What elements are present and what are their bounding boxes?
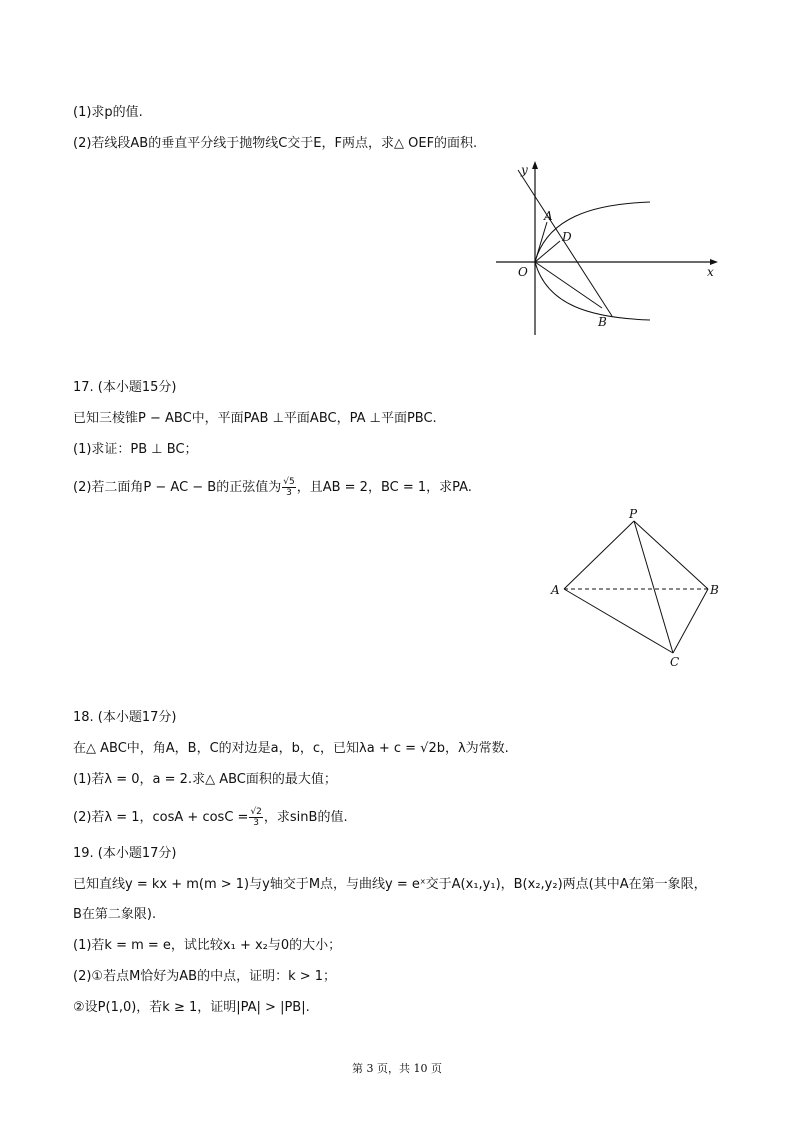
- q19-header: 19. (本小题17分): [73, 846, 177, 861]
- fig17-label-c: C: [670, 655, 680, 669]
- q18-part2-pre: (2)若λ = 1，cosA + cosC =: [73, 810, 249, 825]
- fig16-label-x: x: [707, 265, 714, 279]
- q18-part1: (1)若λ = 0，a = 2.求△ ABC面积的最大值；: [73, 772, 337, 787]
- q18-header: 18. (本小题17分): [73, 710, 177, 725]
- q19-stem-line1: 已知直线y = kx + m(m > 1)与y轴交于M点，与曲线y = eˣ交于A(x₁,y₁)，B(x₂,y₂)两点(其中A在第一象限，: [73, 877, 707, 892]
- q18-frac-num: √2: [250, 807, 262, 817]
- q17-frac-num: √5: [283, 477, 295, 487]
- q19-part2a: (2)①若点M恰好为AB的中点，证明：k > 1；: [73, 969, 337, 984]
- q16-part1: (1)求p的值.: [73, 105, 143, 120]
- fig16-label-y: y: [521, 163, 528, 177]
- q17-fraction: [282, 477, 295, 498]
- fig16-label-d: D: [562, 230, 572, 244]
- q19-part2b: ②设P(1,0)，若k ≥ 1，证明|PA| > |PB|.: [73, 1000, 310, 1015]
- q18-part2: [73, 807, 348, 828]
- fig17-label-b: B: [710, 583, 719, 597]
- fig17-label-p: P: [629, 507, 638, 521]
- page-footer: 第 3 页，共 10 页: [352, 1062, 442, 1075]
- q19-stem-line2: B在第二象限).: [73, 907, 157, 922]
- q18-stem: 在△ ABC中，角A，B，C的对边是a，b，c，已知λa + c = √2b，λ为常数.: [73, 741, 509, 756]
- q18-fraction: [249, 807, 262, 828]
- q16-part2: (2)若线段AB的垂直平分线于抛物线C交于E，F两点，求△ OEF的面积.: [73, 136, 478, 151]
- tetrahedron-figure: [548, 505, 728, 675]
- q19-part1: (1)若k = m = e，试比较x₁ + x₂与0的大小；: [73, 938, 342, 953]
- q18-part2-post: ，求sinB的值.: [263, 810, 348, 825]
- q17-header: 17. (本小题15分): [73, 380, 177, 395]
- fig17-label-a: A: [551, 583, 560, 597]
- q17-frac-den: 3: [286, 488, 292, 498]
- parabola-figure: [492, 158, 722, 338]
- q17-stem: 已知三棱锥P − ABC中，平面PAB ⊥平面ABC，PA ⊥平面PBC.: [73, 411, 437, 426]
- q17-part2-post: ，且AB = 2，BC = 1，求PA.: [296, 480, 472, 495]
- q17-part2: [73, 477, 472, 498]
- q17-part1: (1)求证：PB ⊥ BC；: [73, 442, 198, 457]
- q17-part2-pre: (2)若二面角P − AC − B的正弦值为: [73, 480, 282, 495]
- fig16-label-b: B: [598, 315, 607, 329]
- fig16-label-a: A: [544, 209, 553, 223]
- q18-frac-den: 3: [253, 818, 260, 828]
- fig16-label-o: O: [518, 265, 528, 279]
